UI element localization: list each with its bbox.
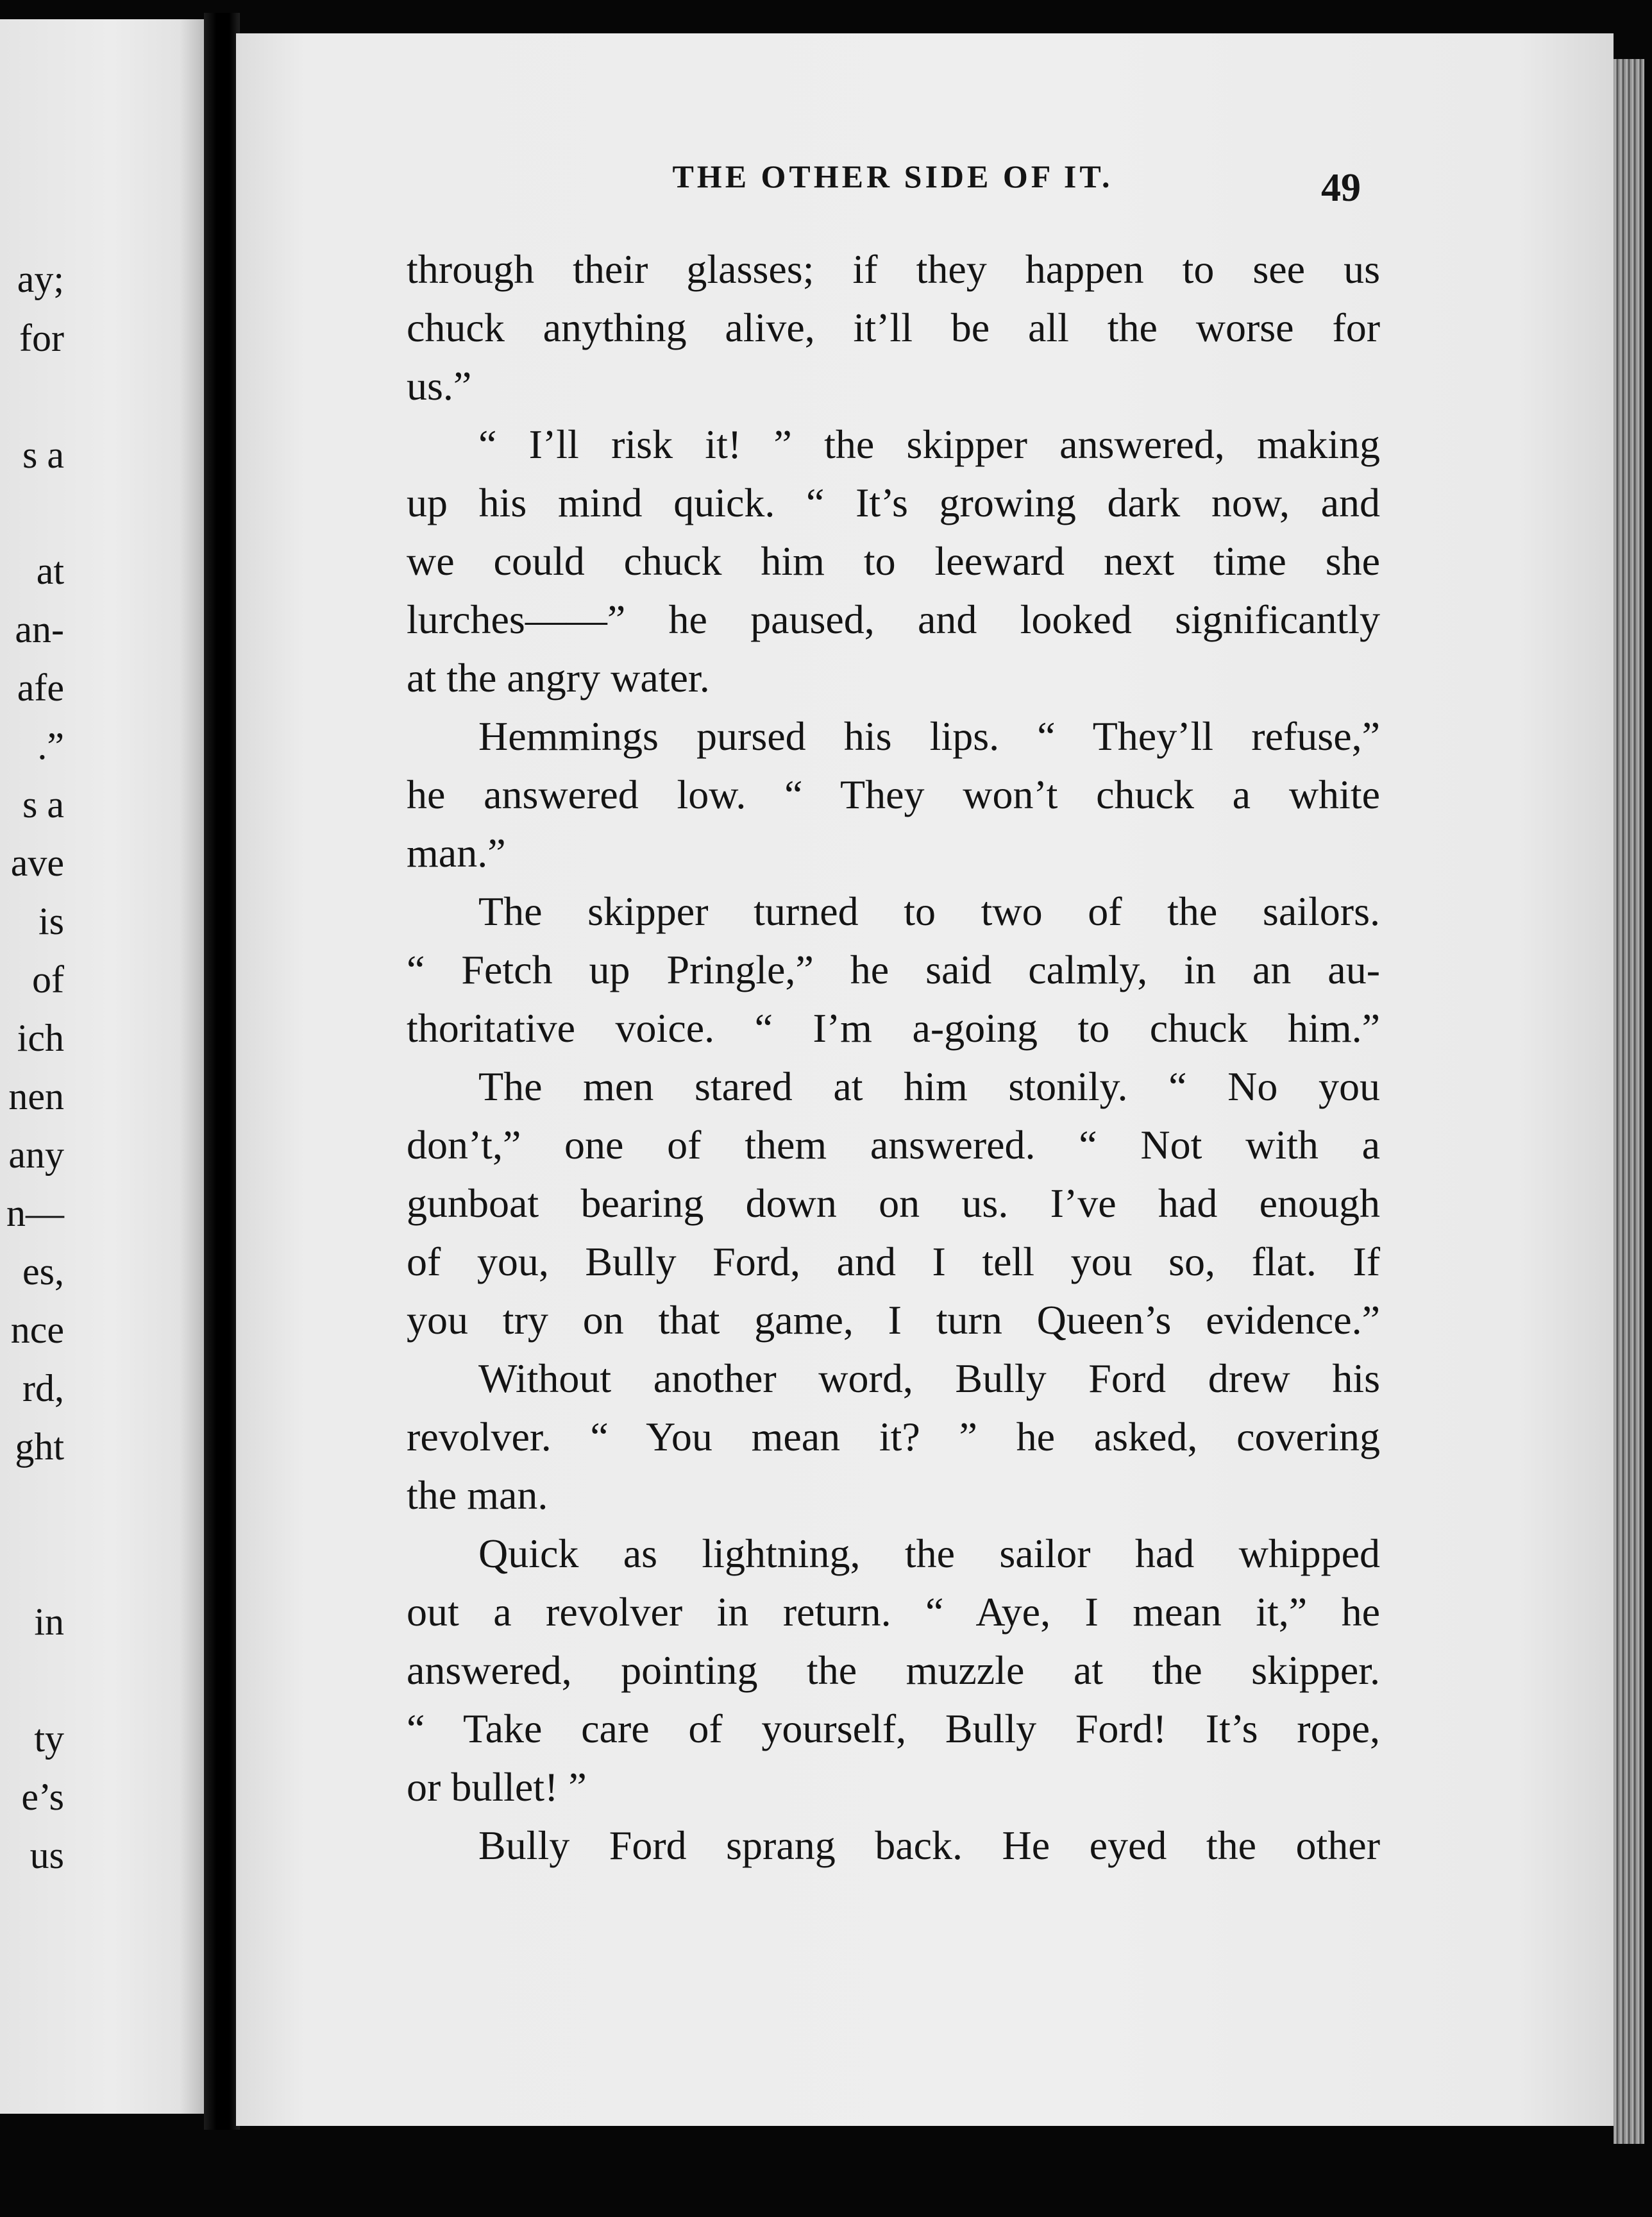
text-line: The skipper turned to two of the sailors.	[478, 888, 1380, 934]
left-line-fragment: nce	[10, 1309, 64, 1351]
text-line: you try on that game, I turn Queen’s evidence.”	[407, 1297, 1380, 1343]
left-line-fragment: of	[32, 958, 64, 1001]
text-line: he answered low. “ They won’t chuck a white	[407, 772, 1380, 817]
text-line: lurches——” he paused, and looked significantly	[407, 597, 1380, 642]
left-line-fragment: an-	[15, 608, 64, 650]
left-line-fragment: afe	[17, 667, 64, 709]
book-gutter	[204, 13, 240, 2130]
left-line-fragment: at	[36, 550, 64, 592]
left-line-fragment: s a	[22, 434, 64, 476]
left-line-fragment: nen	[8, 1075, 64, 1117]
previous-page	[0, 19, 204, 2114]
left-line-fragment: ght	[15, 1425, 64, 1468]
text-line: up his mind quick. “ It’s growing dark now, and	[407, 480, 1380, 525]
text-line: Hemmings pursed his lips. “ They’ll refuse,”	[478, 713, 1380, 759]
page-edges	[1614, 59, 1644, 2144]
running-head: THE OTHER SIDE OF IT.	[672, 158, 1113, 194]
left-line-fragment: in	[34, 1601, 64, 1643]
page-number: 49	[1321, 166, 1361, 210]
text-line: “ Take care of yourself, Bully Ford! It’s rope,	[407, 1706, 1380, 1751]
text-line: chuck anything alive, it’ll be all the worse for	[407, 305, 1380, 350]
text-line: answered, pointing the muzzle at the skipper.	[407, 1647, 1380, 1693]
text-line: Quick as lightning, the sailor had whipped	[478, 1531, 1380, 1576]
text-line: gunboat bearing down on us. I’ve had enough	[407, 1180, 1380, 1226]
left-line-fragment: n—	[6, 1192, 64, 1234]
left-line-fragment: es,	[22, 1250, 64, 1293]
text-line: of you, Bully Ford, and I tell you so, flat. If	[407, 1239, 1380, 1284]
text-line: “ Fetch up Pringle,” he said calmly, in an au-	[407, 947, 1380, 992]
text-line: don’t,” one of them answered. “ Not with a	[407, 1122, 1380, 1168]
text-line: The men stared at him stonily. “ No you	[478, 1064, 1380, 1109]
left-line-fragment: ay;	[17, 258, 64, 300]
text-line: the man.	[407, 1472, 548, 1518]
left-line-fragment: us	[30, 1834, 64, 1876]
left-line-fragment: for	[19, 317, 64, 359]
left-line-fragment: ty	[34, 1717, 64, 1760]
text-line: man.”	[407, 830, 506, 876]
text-line: through their glasses; if they happen to see us	[407, 246, 1380, 292]
text-line: at the angry water.	[407, 655, 710, 701]
text-line: thoritative voice. “ I’m a-going to chuck him.”	[407, 1005, 1380, 1051]
text-line: or bullet! ”	[407, 1764, 587, 1810]
left-line-fragment: any	[8, 1134, 64, 1176]
text-line: us.”	[407, 363, 472, 409]
text-line: revolver. “ You mean it? ” he asked, covering	[407, 1414, 1380, 1459]
left-line-fragment: rd,	[22, 1367, 64, 1409]
text-line: we could chuck him to leeward next time she	[407, 538, 1380, 584]
text-line: out a revolver in return. “ Aye, I mean it,” he	[407, 1589, 1380, 1635]
left-line-fragment: s a	[22, 783, 64, 826]
left-line-fragment: is	[38, 900, 64, 942]
left-line-fragment: .”	[37, 725, 64, 767]
left-line-fragment: e’s	[21, 1776, 64, 1818]
text-line: Without another word, Bully Ford drew his	[478, 1355, 1380, 1401]
left-line-fragment: ave	[10, 842, 64, 884]
text-line: “ I’ll risk it! ” the skipper answered, making	[478, 421, 1380, 467]
text-line: Bully Ford sprang back. He eyed the other	[478, 1822, 1380, 1868]
left-line-fragment: ich	[17, 1017, 64, 1059]
